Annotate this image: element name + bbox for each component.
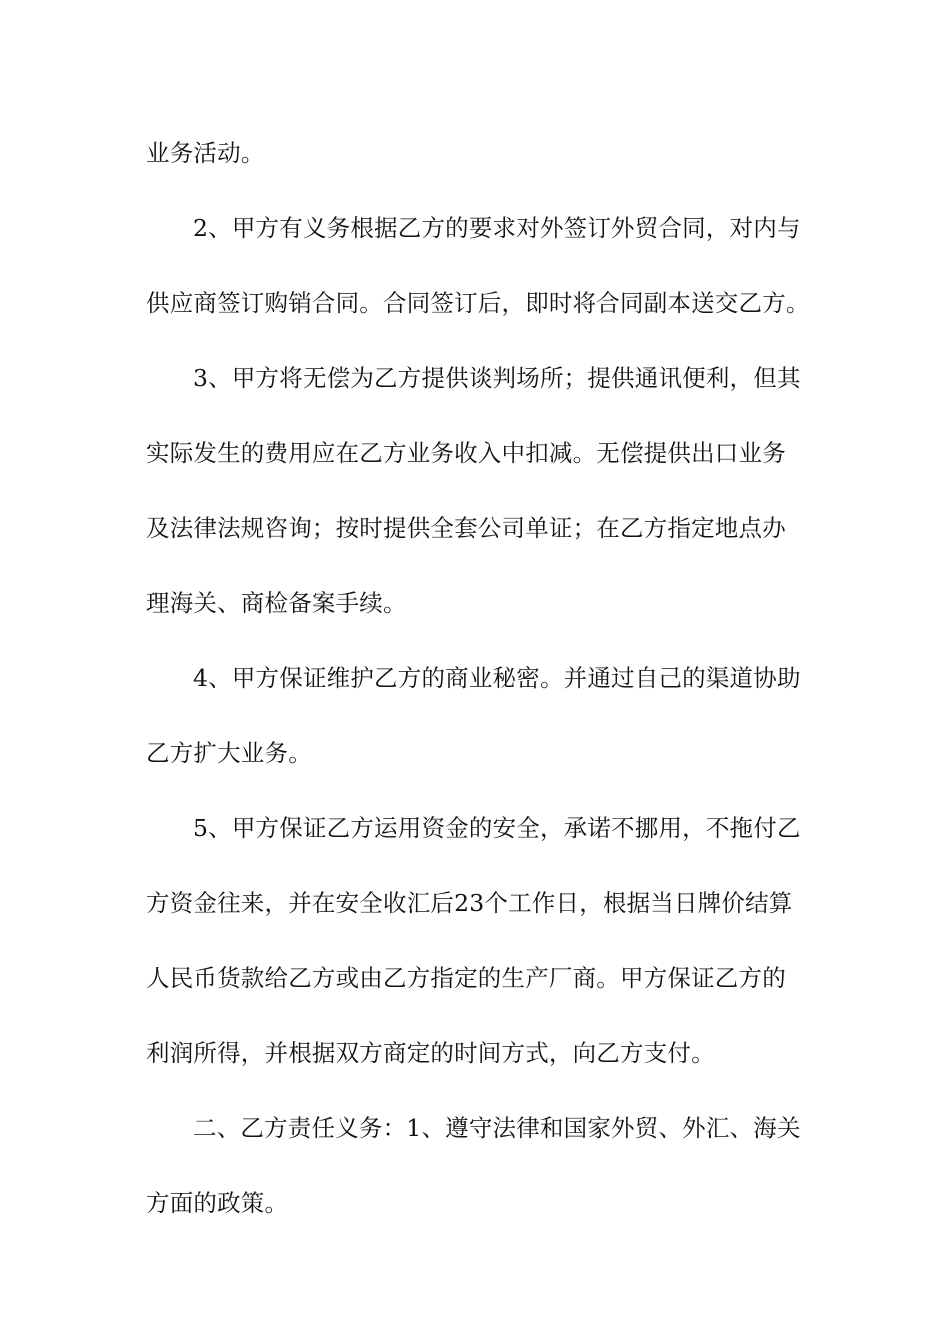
text-line: 利润所得，并根据双方商定的时间方式，向乙方支付。 — [146, 1039, 715, 1067]
text-line: 5、甲方保证乙方运用资金的安全，承诺不挪用，不拖付乙 — [193, 814, 801, 842]
text-line: 4、甲方保证维护乙方的商业秘密。并通过自己的渠道协助 — [193, 664, 801, 692]
text-line: 乙方扩大业务。 — [146, 739, 312, 767]
text-line: 3、甲方将无偿为乙方提供谈判场所；提供通讯便利，但其 — [193, 364, 801, 392]
text-line: 及法律法规咨询；按时提供全套公司单证；在乙方指定地点办 — [146, 514, 786, 542]
text-line: 人民币货款给乙方或由乙方指定的生产厂商。甲方保证乙方的 — [146, 964, 786, 992]
text-line: 业务活动。 — [146, 139, 265, 167]
text-line: 二、乙方责任义务：1、遵守法律和国家外贸、外汇、海关 — [193, 1114, 801, 1142]
text-line: 理海关、商检备案手续。 — [146, 589, 407, 617]
text-line: 方资金往来，并在安全收汇后23个工作日，根据当日牌价结算 — [146, 889, 793, 917]
text-line: 2、甲方有义务根据乙方的要求对外签订外贸合同，对内与 — [193, 214, 801, 242]
text-line: 供应商签订购销合同。合同签订后，即时将合同副本送交乙方。 — [146, 289, 810, 317]
text-line: 方面的政策。 — [146, 1189, 289, 1217]
text-line: 实际发生的费用应在乙方业务收入中扣减。无偿提供出口业务 — [146, 439, 786, 467]
